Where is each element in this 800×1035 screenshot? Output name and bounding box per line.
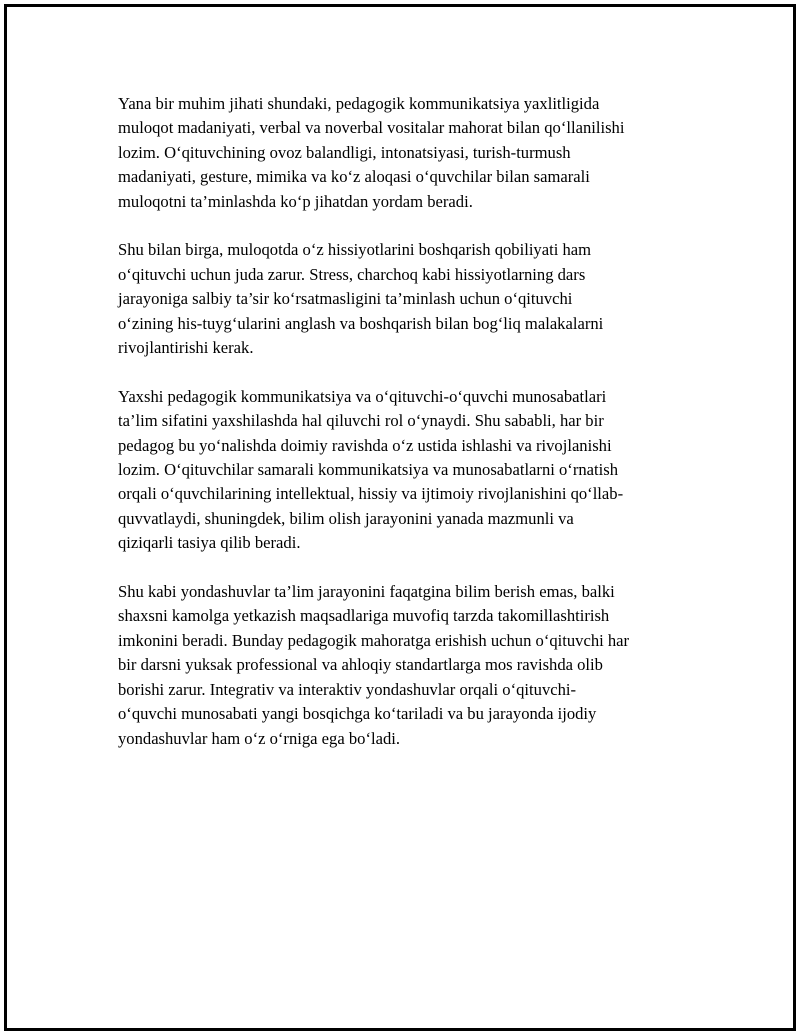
paragraph-1	[118, 92, 693, 214]
text-line: lozim. O‘qituvchining ovoz balandligi, intonatsiyasi, turish-turmush	[118, 142, 571, 162]
text-line: orqali o‘quvchilarining intellektual, hissiy va ijtimoiy rivojlanishini qo‘llab-	[118, 484, 624, 504]
text-line: bir darsni yuksak professional va ahloqiy standartlarga mos ravishda olib	[118, 655, 603, 675]
paragraph-4	[118, 580, 693, 751]
text-line: o‘quvchi munosabati yangi bosqichga ko‘tariladi va bu jarayonda ijodiy	[118, 704, 597, 724]
text-line: lozim. O‘qituvchilar samarali kommunikatsiya va munosabatlarni o‘rnatish	[118, 460, 618, 480]
text-line: Shu kabi yondashuvlar ta’lim jarayonini faqatgina bilim berish emas, balki	[118, 582, 615, 602]
text-line: shaxsni kamolga yetkazish maqsadlariga muvofiq tarzda takomillashtirish	[118, 606, 610, 626]
text-line: imkonini beradi. Bunday pedagogik mahoratga erishish uchun o‘qituvchi har	[118, 630, 630, 650]
text-line: o‘zining his-tuyg‘ularini anglash va boshqarish bilan bog‘liq malakalarni	[118, 313, 604, 333]
text-line: madaniyati, gesture, mimika va ko‘z aloqasi o‘quvchilar bilan samarali	[118, 167, 590, 187]
text-line: muloqot madaniyati, verbal va noverbal vositalar mahorat bilan qo‘llanilishi	[118, 118, 625, 138]
text-line: jarayoniga salbiy ta’sir ko‘rsatmasligini ta’minlash uchun o‘qituvchi	[118, 289, 573, 309]
text-line: quvvatlaydi, shuningdek, bilim olish jarayonini yanada mazmunli va	[118, 508, 574, 528]
text-line: pedagog bu yo‘nalishda doimiy ravishda o‘z ustida ishlashi va rivojlanishi	[118, 435, 612, 455]
text-line: muloqotni ta’minlashda ko‘p jihatdan yordam beradi.	[118, 191, 473, 211]
paragraph-2	[118, 238, 693, 360]
text-line: borishi zarur. Integrativ va interaktiv yondashuvlar orqali o‘qituvchi-	[118, 679, 577, 699]
text-line: ta’lim sifatini yaxshilashda hal qiluvchi rol o‘ynaydi. Shu sababli, har bir	[118, 411, 604, 431]
text-line: Yana bir muhim jihati shundaki, pedagogik kommunikatsiya yaxlitligida	[118, 94, 600, 113]
text-line: Yaxshi pedagogik kommunikatsiya va o‘qituvchi-o‘quvchi munosabatlari	[118, 386, 607, 406]
text-line: yondashuvlar ham o‘z o‘rniga ega bo‘ladi.	[118, 728, 400, 748]
text-line: o‘qituvchi uchun juda zarur. Stress, charchoq kabi hissiyotlarning dars	[118, 264, 586, 284]
text-line: qiziqarli tasiya qilib beradi.	[118, 533, 301, 553]
text-line: Shu bilan birga, muloqotda o‘z hissiyotlarini boshqarish qobiliyati ham	[118, 240, 592, 260]
paragraph-3	[118, 385, 693, 556]
text-line: rivojlantirishi kerak.	[118, 338, 254, 358]
document-body	[118, 92, 693, 775]
